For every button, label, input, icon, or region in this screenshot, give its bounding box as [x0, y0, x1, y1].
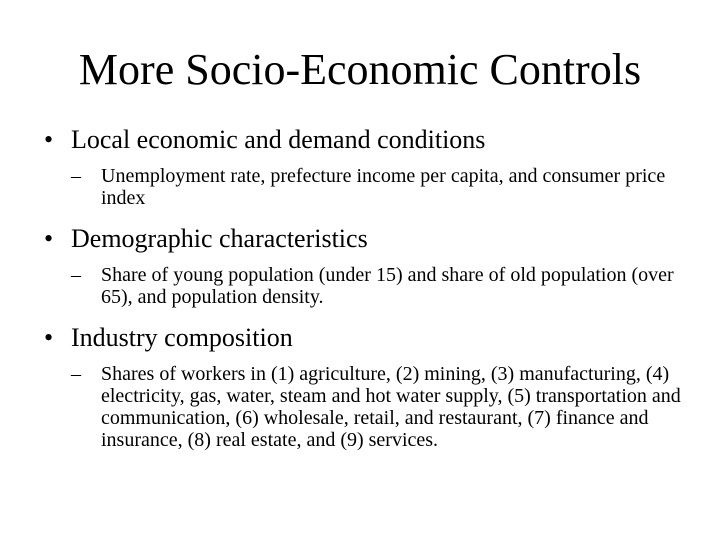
- sub-item: [71, 264, 684, 308]
- sub-label: Unemployment rate, prefecture income per capita, and consumer price index: [101, 165, 666, 209]
- bullet-group: [44, 322, 684, 451]
- bullet-group: [44, 223, 684, 308]
- sub-dash-icon: –: [71, 363, 81, 385]
- bullet-label: Local economic and demand conditions: [71, 125, 486, 154]
- sub-item: [71, 363, 684, 451]
- slide-content: [44, 124, 684, 451]
- bullet-dot-icon: •: [44, 125, 54, 154]
- bullet-label: Industry composition: [71, 323, 293, 352]
- bullet-dot-icon: •: [44, 224, 54, 253]
- bullet-item: [44, 322, 684, 353]
- bullet-group: [44, 124, 684, 209]
- sub-item: [71, 165, 684, 209]
- sub-dash-icon: –: [71, 165, 81, 187]
- slide-title: More Socio-Economic Controls: [78, 45, 642, 94]
- sub-dash-icon: –: [71, 264, 81, 286]
- bullet-dot-icon: •: [44, 323, 54, 352]
- bullet-label: Demographic characteristics: [71, 224, 368, 253]
- sub-label: Share of young population (under 15) and share of old population (over 65), and population density.: [101, 264, 674, 308]
- bullet-item: [44, 223, 684, 254]
- bullet-item: [44, 124, 684, 155]
- sub-label: Shares of workers in (1) agriculture, (2) mining, (3) manufacturing, (4) electricity, gas, water, steam and hot water supply, (5) transportation and communication, (6) wholesale, retail, and restaurant, (7) finance and insurance, (8) real estate, and (9) services.: [101, 363, 681, 451]
